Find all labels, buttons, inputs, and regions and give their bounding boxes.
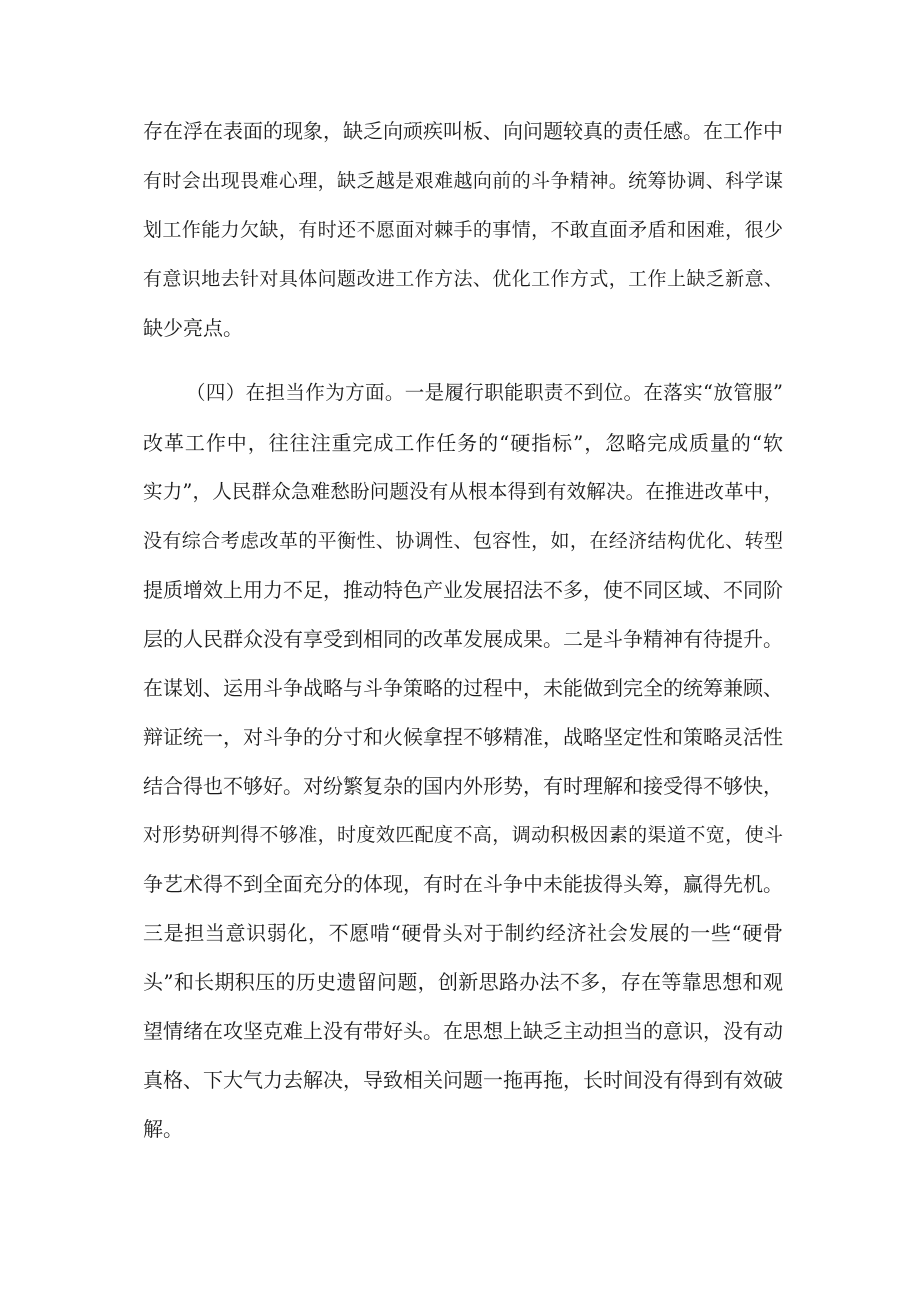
text-line: 头”和长期积压的历史遗留问题，创新思路办法不多，存在等靠思想和观 — [143, 970, 783, 994]
text-line: 辩证统一，对斗争的分寸和火候拿捏不够精准，战略坚定性和策略灵活性 — [143, 725, 783, 749]
text-line: 解。 — [143, 1117, 183, 1141]
text-line: 层的人民群众没有享受到相同的改革发展成果。二是斗争精神有待提升。 — [143, 627, 783, 651]
text-line: 望情绪在攻坚克难上没有带好头。在思想上缺乏主动担当的意识，没有动 — [143, 1019, 783, 1043]
text-line: 对形势研判得不够准，时度效匹配度不高，调动积极因素的渠道不宽，使斗 — [143, 824, 783, 846]
text-line: 提质增效上用力不足，推动特色产业发展招法不多，使不同区域、不同阶 — [143, 578, 783, 602]
text-line: 三是担当意识弱化，不愿啃“硬骨头对于制约经济社会发展的一些“硬骨 — [143, 921, 783, 945]
text-line: 划工作能力欠缺，有时还不愿面对棘手的事情，不敢直面矛盾和困难，很少 — [143, 219, 783, 241]
text-line: 在谋划、运用斗争战略与斗争策略的过程中，未能做到完全的统筹兼顾、 — [143, 676, 783, 700]
text-line: 实力”，人民群众急难愁盼问题没有从根本得到有效解决。在推进改革中， — [143, 480, 783, 503]
text-line: 没有综合考虑改革的平衡性、协调性、包容性，如，在经济结构优化、转型 — [143, 530, 783, 552]
text-line: 有时会出现畏难心理，缺乏越是艰难越向前的斗争精神。统筹协调、科学谋 — [143, 170, 783, 192]
paragraph-heading-line: （四）在担当作为方面。一是履行职能职责不到位。在落实“放管服” — [186, 381, 783, 404]
text-line: 结合得也不够好。对纷繁复杂的国内外形势，有时理解和接受得不够快， — [143, 774, 783, 798]
text-line: 有意识地去针对具体问题改进工作方法、优化工作方式，工作上缺乏新意、 — [143, 268, 783, 290]
text-line: 缺少亮点。 — [143, 316, 243, 340]
text-line: 存在浮在表面的现象，缺乏向顽疾叫板、向问题较真的责任感。在工作中 — [143, 119, 783, 143]
text-line: 真格、下大气力去解决，导致相关问题一拖再拖，长时间没有得到有效破 — [143, 1068, 783, 1092]
text-line: 改革工作中，往往注重完成工作任务的“硬指标”，忽略完成质量的“软 — [143, 431, 783, 455]
text-line: 争艺术得不到全面充分的体现，有时在斗争中未能拔得头筹，赢得先机。 — [143, 872, 783, 896]
